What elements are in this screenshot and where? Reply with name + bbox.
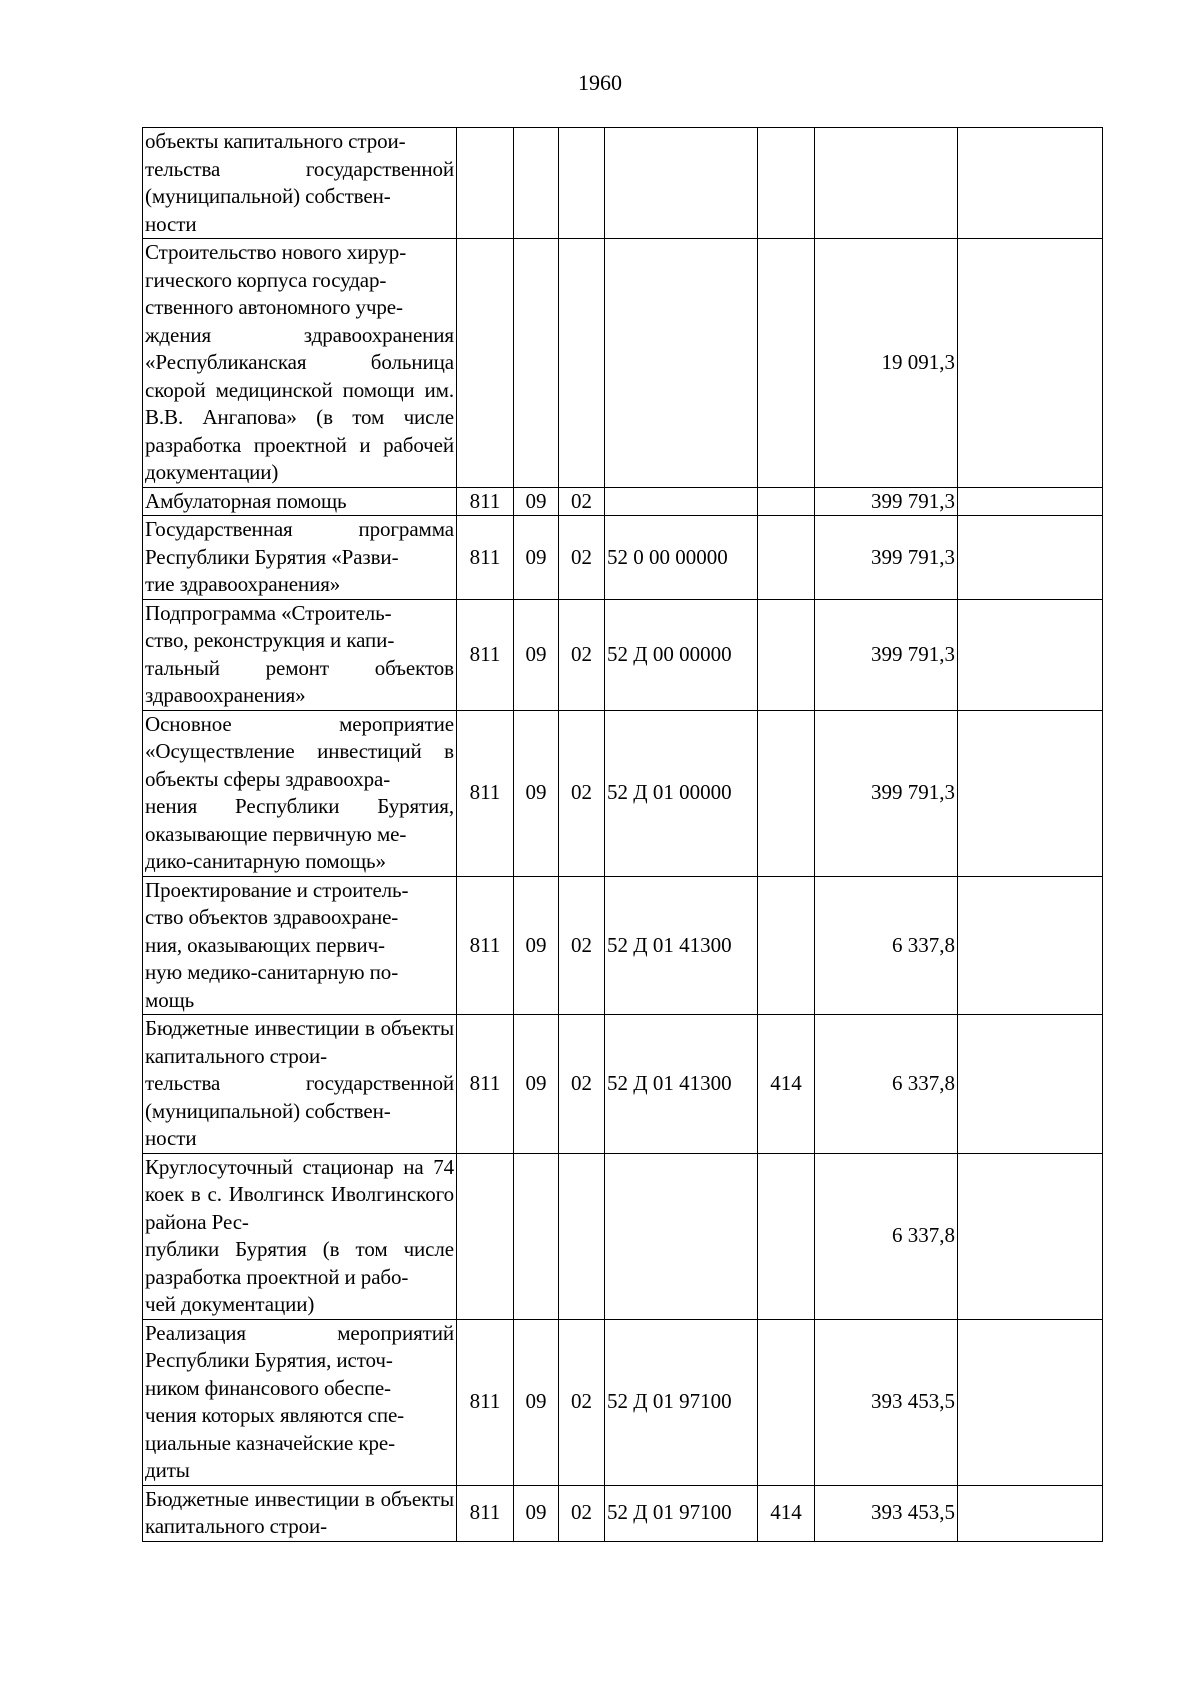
row-expense-type-cell [758,1319,815,1485]
row-expense-type-cell [758,128,815,239]
row-section-cell [514,239,559,488]
row-extra-cell [958,1319,1103,1485]
row-extra-cell [958,710,1103,876]
row-subsection-cell: 02 [559,516,605,600]
row-subsection-cell [559,1153,605,1319]
row-section-cell: 09 [514,516,559,600]
row-section-cell: 09 [514,1015,559,1154]
row-name-cell: Реализация мероприятий Республики Бурятия, источ- ником финансового обеспе- чения которых являются спе- циальные казначейские кре- диты [143,1319,457,1485]
row-grbs-cell: 811 [457,876,514,1015]
row-name-cell: Бюджетные инвестиции в объекты капитального строи- [143,1485,457,1541]
row-name-cell: Государственная программа Республики Бурятия «Разви- тие здравоохранения» [143,516,457,600]
row-expense-type-cell [758,599,815,710]
row-grbs-cell: 811 [457,516,514,600]
row-name-cell: Основное мероприятие «Осуществление инвестиций в объекты сферы здравоохра- нения Республики Бурятия, оказывающие первичную ме- дико-санитарную помощь» [143,710,457,876]
row-name-cell: объекты капитального строи- тельства государственной (муниципальной) собствен- ности [143,128,457,239]
row-expense-type-cell: 414 [758,1015,815,1154]
row-target-article-cell [605,487,758,516]
row-name-cell: Амбулаторная помощь [143,487,457,516]
page-number: 1960 [578,70,622,95]
table-row [143,128,1103,239]
row-sum-cell [815,128,958,239]
row-extra-cell [958,599,1103,710]
row-section-cell [514,1153,559,1319]
table-row [143,1485,1103,1541]
row-name-cell: Подпрограмма «Строитель- ство, реконструкция и капи- тальный ремонт объектов здравоохранения» [143,599,457,710]
table-row [143,1153,1103,1319]
row-target-article-cell [605,239,758,488]
row-target-article-cell [605,1153,758,1319]
row-extra-cell [958,239,1103,488]
row-sum-cell: 399 791,3 [815,599,958,710]
row-subsection-cell: 02 [559,876,605,1015]
row-sum-cell: 393 453,5 [815,1485,958,1541]
row-target-article-cell: 52 Д 01 00000 [605,710,758,876]
budget-table [142,127,1103,1542]
row-extra-cell [958,516,1103,600]
row-expense-type-cell [758,239,815,488]
row-sum-cell: 399 791,3 [815,710,958,876]
row-extra-cell [958,1485,1103,1541]
row-expense-type-cell [758,710,815,876]
row-extra-cell [958,1015,1103,1154]
row-target-article-cell: 52 Д 01 41300 [605,1015,758,1154]
row-section-cell: 09 [514,599,559,710]
row-target-article-cell: 52 Д 00 00000 [605,599,758,710]
row-section-cell: 09 [514,1485,559,1541]
row-section-cell: 09 [514,710,559,876]
row-subsection-cell: 02 [559,710,605,876]
row-grbs-cell [457,1153,514,1319]
row-expense-type-cell [758,876,815,1015]
row-name-cell: Строительство нового хирур- гического корпуса государ- ственного автономного учре- ждения здравоохранения «Республиканская больница скорой медицинской помощи им. В.В. Ангапова» (в том числе разработка проектной и рабочей документации) [143,239,457,488]
budget-table-body [143,128,1103,1542]
row-name-cell: Проектирование и строитель- ство объектов здравоохране- ния, оказывающих первич- ную медико-санитарную по- мощь [143,876,457,1015]
row-grbs-cell: 811 [457,1319,514,1485]
row-extra-cell [958,128,1103,239]
row-extra-cell [958,1153,1103,1319]
row-sum-cell: 6 337,8 [815,876,958,1015]
row-sum-cell: 6 337,8 [815,1153,958,1319]
table-row [143,239,1103,488]
row-section-cell: 09 [514,487,559,516]
row-subsection-cell [559,239,605,488]
row-section-cell: 09 [514,876,559,1015]
row-section-cell: 09 [514,1319,559,1485]
row-section-cell [514,128,559,239]
row-target-article-cell: 52 0 00 00000 [605,516,758,600]
row-subsection-cell: 02 [559,487,605,516]
row-target-article-cell: 52 Д 01 41300 [605,876,758,1015]
row-grbs-cell: 811 [457,1015,514,1154]
row-sum-cell: 19 091,3 [815,239,958,488]
row-expense-type-cell [758,1153,815,1319]
row-grbs-cell [457,239,514,488]
table-row [143,599,1103,710]
table-row [143,710,1103,876]
row-extra-cell [958,876,1103,1015]
table-row [143,487,1103,516]
row-extra-cell [958,487,1103,516]
row-subsection-cell: 02 [559,1015,605,1154]
row-expense-type-cell [758,516,815,600]
table-row [143,516,1103,600]
row-subsection-cell: 02 [559,1485,605,1541]
row-grbs-cell: 811 [457,710,514,876]
row-sum-cell: 393 453,5 [815,1319,958,1485]
row-grbs-cell [457,128,514,239]
table-row [143,876,1103,1015]
row-grbs-cell: 811 [457,599,514,710]
row-grbs-cell: 811 [457,487,514,516]
row-expense-type-cell [758,487,815,516]
row-subsection-cell: 02 [559,1319,605,1485]
row-target-article-cell: 52 Д 01 97100 [605,1319,758,1485]
row-grbs-cell: 811 [457,1485,514,1541]
row-sum-cell: 6 337,8 [815,1015,958,1154]
row-sum-cell: 399 791,3 [815,516,958,600]
row-expense-type-cell: 414 [758,1485,815,1541]
row-subsection-cell: 02 [559,599,605,710]
row-name-cell: Бюджетные инвестиции в объекты капитального строи- тельства государственной (муниципальной) собствен- ности [143,1015,457,1154]
row-target-article-cell: 52 Д 01 97100 [605,1485,758,1541]
row-sum-cell: 399 791,3 [815,487,958,516]
row-subsection-cell [559,128,605,239]
row-target-article-cell [605,128,758,239]
table-row [143,1015,1103,1154]
row-name-cell: Круглосуточный стационар на 74 коек в с. Иволгинск Иволгинского района Рес- публики Бурятия (в том числе разработка проектной и рабо- чей документации) [143,1153,457,1319]
table-row [143,1319,1103,1485]
